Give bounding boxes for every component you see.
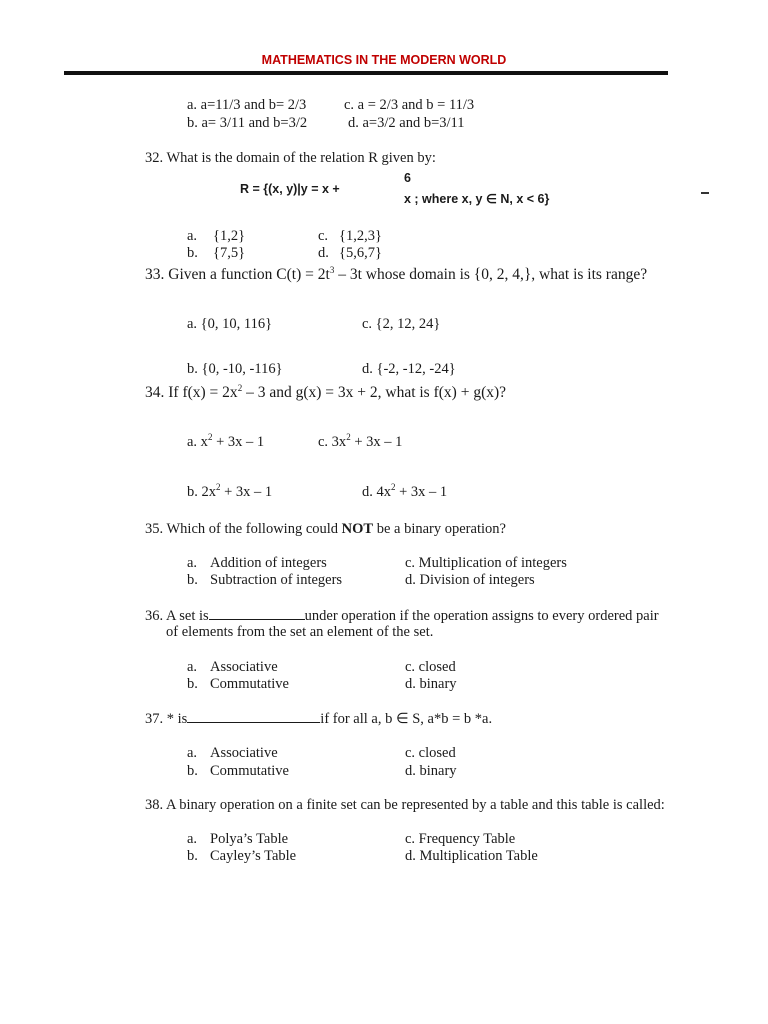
q33-choice-c: c. {2, 12, 24} xyxy=(362,316,441,332)
q33-choice-a: a. {0, 10, 116} xyxy=(187,316,273,332)
q37-choice-b-label: b. xyxy=(187,763,198,779)
q34-choice-b: b. $2x^2 + 3x - 1$ xyxy=(187,482,273,500)
margin-dash xyxy=(701,192,709,194)
q38-choice-b-label: b. xyxy=(187,848,198,864)
q31-choice-b: b. a= 3/11 and b=3/2 xyxy=(187,115,308,131)
q33-stem: 33. Given a function $C(t) = 2t^3 - 3t$ whose domain is {0, 2, 4,}, what is its range? xyxy=(145,264,648,283)
q34-choice-d: d. $4x^2 + 3x - 1$ xyxy=(362,482,448,500)
q32-choice-c-label: c. xyxy=(318,228,329,244)
q37-choice-d: d. binary xyxy=(405,763,457,779)
q32-choice-a-text: {1,2} xyxy=(213,228,246,244)
q35-stem: 35. Which of the following could NOT be a binary operation? xyxy=(145,521,506,537)
q35-choice-b-text: Subtraction of integers xyxy=(210,572,343,588)
q34-stem: 34. If $f(x) = 2x^2 - 3$ and g(x) = 3x + 2, what is f(x) + g(x)? xyxy=(145,382,507,401)
q36-choice-a-label: a. xyxy=(187,659,198,675)
q31-choice-c: c. a = 2/3 and b = 11/3 xyxy=(344,97,475,113)
q32-choice-c-text: {1,2,3} xyxy=(339,228,382,244)
q37-choice-a-label: a. xyxy=(187,745,198,761)
q36-choice-b-label: b. xyxy=(187,676,198,692)
q33-choice-d: d. {-2, -12, -24} xyxy=(362,361,456,377)
q35-choice-c: c. Multiplication of integers xyxy=(405,555,567,571)
q33-choice-b: b. {0, -10, -116} xyxy=(187,361,283,377)
q38-choice-b-text: Cayley’s Table xyxy=(210,848,297,864)
q32-choice-b-text: {7,5} xyxy=(213,245,246,261)
q34-choice-c: c. $3x^2 + 3x - 1$ xyxy=(318,432,403,450)
q36-choice-b-text: Commutative xyxy=(210,676,289,692)
q36-choice-a-text: Associative xyxy=(210,659,278,675)
q36-choice-d: d. binary xyxy=(405,676,457,692)
q36-stem-line1: 36. A set is under operation if the operation assigns to every ordered pair xyxy=(145,608,659,624)
q34-choice-a: a. $x^2 + 3x - 1$ xyxy=(187,432,265,450)
q38-choice-a-text: Polya’s Table xyxy=(210,831,289,847)
q35-choice-a-text: Addition of integers xyxy=(210,555,327,571)
q32-choice-d-label: d. xyxy=(318,245,329,261)
q37-choice-a-text: Associative xyxy=(210,745,278,761)
q36-answer-blank xyxy=(209,607,305,620)
q32-stem: 32. What is the domain of the relation R given by: xyxy=(145,150,436,166)
q37-choice-b-text: Commutative xyxy=(210,763,289,779)
q35-choice-a-label: a. xyxy=(187,555,198,571)
q36-stem-line2: of elements from the set an element of the set. xyxy=(166,624,434,640)
q38-stem: 38. A binary operation on a finite set can be represented by a table and this table is called: xyxy=(145,797,665,813)
q32-choice-a-label: a. xyxy=(187,228,198,244)
q31-choice-a: a. a=11/3 and b= 2/3 xyxy=(187,97,307,113)
q37-answer-blank xyxy=(187,710,320,723)
q35-choice-b-label: b. xyxy=(187,572,198,588)
q37-choice-c: c. closed xyxy=(405,745,456,761)
header-rule xyxy=(64,71,668,75)
q31-choice-d: d. a=3/2 and b=3/11 xyxy=(348,115,465,131)
q36-choice-c: c. closed xyxy=(405,659,456,675)
q35-choice-d: d. Division of integers xyxy=(405,572,535,588)
q32-choice-d-text: {5,6,7} xyxy=(339,245,382,261)
q38-choice-d: d. Multiplication Table xyxy=(405,848,538,864)
q32-formula-left: R = {(x, y)|y = x + xyxy=(240,182,340,196)
q38-choice-a-label: a. xyxy=(187,831,198,847)
q32-formula-right: x ; where x, y ∈ N, x < 6} xyxy=(404,192,550,206)
q32-fraction-numerator: 6 xyxy=(404,171,411,185)
q38-choice-c: c. Frequency Table xyxy=(405,831,516,847)
q32-choice-b-label: b. xyxy=(187,245,198,261)
q37-stem: 37. * is if for all a, b ∈ S, a*b = b *a. xyxy=(145,711,493,727)
document-header-title: MATHEMATICS IN THE MODERN WORLD xyxy=(261,53,507,67)
